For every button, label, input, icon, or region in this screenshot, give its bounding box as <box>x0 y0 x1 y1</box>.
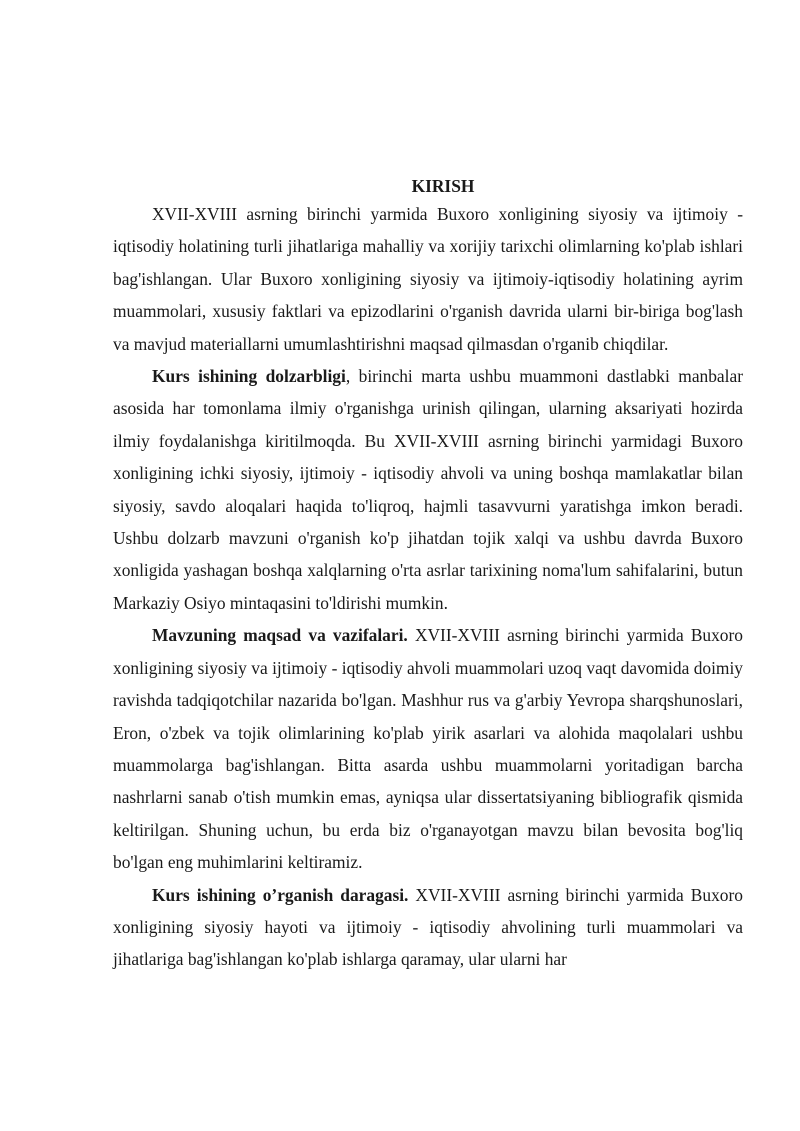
paragraph-lead: Mavzuning maqsad va vazifalari. <box>152 625 408 646</box>
paragraph-lead: Kurs ishining o’rganish daragasi. <box>152 884 409 905</box>
paragraph-lead: Kurs ishining dolzarbligi <box>152 366 346 387</box>
paragraph-relevance <box>113 360 743 619</box>
paragraph-text: XVII-XVIII asrning birinchi yarmida Buxoro xonligining siyosiy va ijtimoiy - iqtisodiy holatining turli jihatlariga mahalliy va xorijiy tarixchi olimlarning ko'plab ishlari bag'ishlangan. Ular Buxoro xonligining siyosiy va ijtimoiy-iqtisodiy holatining ayrim muammolari, xususiy faktlari va epizodlarini o'rganish davrida ularni bir-biriga bog'lash va mavjud materiallarni umumlashtirishni maqsad qilmasdan o'rganib chiqdilar. <box>113 204 743 354</box>
paragraph-goals <box>113 619 743 878</box>
page-title: KIRISH <box>411 176 475 196</box>
paragraph-study-level <box>113 879 743 976</box>
paragraph-text: XVII-XVIII asrning birinchi yarmida Buxoro xonligining siyosiy va ijtimoiy - iqtisodiy ahvoli muammolari uzoq vaqt davomida doimiy ravishda tadqiqotchilar nazarida bo'lgan. Mashhur rus va g'arbiy Yevropa sharqshunoslari, Eron, o'zbek va tojik olimlarining ko'plab yirik asarlari va alohida maqolalari ushbu muammolarga bag'ishlangan. Bitta asarda ushbu muammolarni yoritadigan barcha nashrlarni sanab o'tish mumkin emas, ayniqsa ular dissertatsiyaning bibliografik qismida keltirilgan. Shuning uchun, bu erda biz o'rganayotgan mavzu bilan bevosita bog'liq bo'lgan eng muhimlarini keltiramiz. <box>113 625 743 873</box>
document-page <box>113 174 743 976</box>
paragraph-intro <box>113 198 743 360</box>
paragraph-text: , birinchi marta ushbu muammoni dastlabki manbalar asosida har tomonlama ilmiy o'rganishga urinish qilingan, ularning aksariyati hozirda ilmiy foydalanishga kiritilmoqda. Bu XVII-XVIII asrning birinchi yarmidagi Buxoro xonligining ichki siyosiy, ijtimoiy - iqtisodiy ahvoli va uning boshqa mamlakatlar bilan siyosiy, savdo aloqalari haqida to'liqroq, hajmli tasavvurni yaratishga imkon beradi. Ushbu dolzarb mavzuni o'rganish ko'p jihatdan tojik xalqi va ushbu davrda Buxoro xonligida yashagan boshqa xalqlarning o'rta asrlar tarixining noma'lum sahifalarini, butun Markaziy Osiyo mintaqasini to'ldirishi mumkin. <box>113 366 743 613</box>
paragraph-text: XVII-XVIII asrning birinchi yarmida Buxoro xonligining siyosiy hayoti va ijtimoiy - iqtisodiy ahvolining turli muammolari va jihatlariga bag'ishlangan ko'plab ishlarga qaramay, ular ularni har <box>113 884 743 970</box>
